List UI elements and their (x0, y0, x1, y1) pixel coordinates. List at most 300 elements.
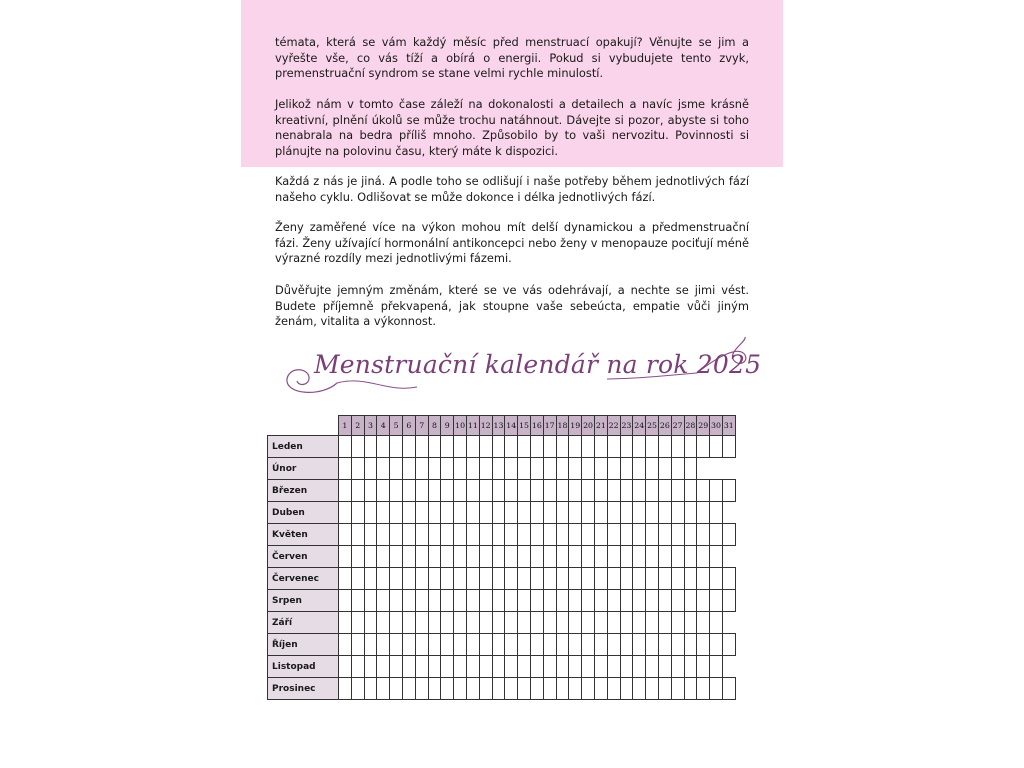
day-cell[interactable] (671, 546, 684, 568)
day-cell[interactable] (492, 612, 505, 634)
day-cell[interactable] (466, 612, 479, 634)
day-cell[interactable] (402, 590, 415, 612)
day-cell[interactable] (658, 590, 671, 612)
day-cell[interactable] (569, 612, 582, 634)
day-cell[interactable] (339, 546, 352, 568)
day-cell[interactable] (454, 656, 467, 678)
day-cell[interactable] (594, 568, 607, 590)
day-cell[interactable] (339, 634, 352, 656)
day-cell[interactable] (620, 524, 633, 546)
day-cell[interactable] (594, 458, 607, 480)
day-cell[interactable] (492, 436, 505, 458)
day-cell[interactable] (556, 524, 569, 546)
day-cell[interactable] (633, 436, 646, 458)
day-cell[interactable] (582, 634, 595, 656)
day-cell[interactable] (428, 502, 441, 524)
day-cell[interactable] (390, 612, 403, 634)
day-cell[interactable] (710, 480, 723, 502)
day-cell[interactable] (390, 458, 403, 480)
day-cell[interactable] (543, 590, 556, 612)
day-cell[interactable] (428, 458, 441, 480)
day-cell[interactable] (479, 590, 492, 612)
day-cell[interactable] (492, 590, 505, 612)
day-cell[interactable] (697, 656, 710, 678)
day-cell[interactable] (390, 480, 403, 502)
day-cell[interactable] (556, 590, 569, 612)
day-cell[interactable] (582, 502, 595, 524)
day-cell[interactable] (569, 568, 582, 590)
day-cell[interactable] (722, 678, 735, 700)
day-cell[interactable] (454, 524, 467, 546)
day-cell[interactable] (697, 590, 710, 612)
day-cell[interactable] (364, 612, 377, 634)
day-cell[interactable] (454, 502, 467, 524)
day-cell[interactable] (569, 436, 582, 458)
day-cell[interactable] (697, 436, 710, 458)
day-cell[interactable] (415, 458, 428, 480)
day-cell[interactable] (479, 436, 492, 458)
day-cell[interactable] (441, 612, 454, 634)
day-cell[interactable] (390, 436, 403, 458)
day-cell[interactable] (364, 656, 377, 678)
day-cell[interactable] (466, 524, 479, 546)
day-cell[interactable] (402, 436, 415, 458)
day-cell[interactable] (607, 502, 620, 524)
day-cell[interactable] (377, 546, 390, 568)
day-cell[interactable] (710, 634, 723, 656)
day-cell[interactable] (390, 524, 403, 546)
day-cell[interactable] (428, 436, 441, 458)
day-cell[interactable] (543, 458, 556, 480)
day-cell[interactable] (377, 590, 390, 612)
day-cell[interactable] (454, 678, 467, 700)
day-cell[interactable] (377, 436, 390, 458)
day-cell[interactable] (351, 546, 364, 568)
day-cell[interactable] (582, 546, 595, 568)
day-cell[interactable] (402, 678, 415, 700)
day-cell[interactable] (364, 480, 377, 502)
day-cell[interactable] (658, 502, 671, 524)
day-cell[interactable] (339, 458, 352, 480)
day-cell[interactable] (582, 524, 595, 546)
day-cell[interactable] (479, 524, 492, 546)
day-cell[interactable] (594, 436, 607, 458)
day-cell[interactable] (543, 546, 556, 568)
day-cell[interactable] (582, 590, 595, 612)
day-cell[interactable] (646, 634, 659, 656)
day-cell[interactable] (402, 634, 415, 656)
day-cell[interactable] (466, 546, 479, 568)
day-cell[interactable] (658, 568, 671, 590)
day-cell[interactable] (658, 480, 671, 502)
day-cell[interactable] (569, 546, 582, 568)
day-cell[interactable] (633, 480, 646, 502)
day-cell[interactable] (505, 546, 518, 568)
day-cell[interactable] (671, 458, 684, 480)
day-cell[interactable] (671, 480, 684, 502)
day-cell[interactable] (530, 590, 543, 612)
day-cell[interactable] (530, 634, 543, 656)
day-cell[interactable] (646, 436, 659, 458)
day-cell[interactable] (505, 612, 518, 634)
day-cell[interactable] (351, 458, 364, 480)
day-cell[interactable] (428, 634, 441, 656)
day-cell[interactable] (390, 502, 403, 524)
day-cell[interactable] (722, 634, 735, 656)
day-cell[interactable] (658, 678, 671, 700)
day-cell[interactable] (492, 480, 505, 502)
day-cell[interactable] (454, 612, 467, 634)
day-cell[interactable] (684, 656, 697, 678)
day-cell[interactable] (441, 436, 454, 458)
day-cell[interactable] (646, 656, 659, 678)
day-cell[interactable] (582, 568, 595, 590)
day-cell[interactable] (441, 678, 454, 700)
day-cell[interactable] (594, 524, 607, 546)
day-cell[interactable] (505, 678, 518, 700)
day-cell[interactable] (339, 436, 352, 458)
day-cell[interactable] (364, 546, 377, 568)
day-cell[interactable] (697, 612, 710, 634)
day-cell[interactable] (339, 656, 352, 678)
day-cell[interactable] (518, 458, 531, 480)
day-cell[interactable] (505, 502, 518, 524)
day-cell[interactable] (339, 612, 352, 634)
day-cell[interactable] (454, 568, 467, 590)
day-cell[interactable] (364, 678, 377, 700)
day-cell[interactable] (492, 634, 505, 656)
day-cell[interactable] (582, 480, 595, 502)
day-cell[interactable] (454, 458, 467, 480)
day-cell[interactable] (364, 634, 377, 656)
day-cell[interactable] (620, 436, 633, 458)
day-cell[interactable] (607, 458, 620, 480)
day-cell[interactable] (505, 480, 518, 502)
day-cell[interactable] (620, 612, 633, 634)
day-cell[interactable] (518, 612, 531, 634)
day-cell[interactable] (364, 590, 377, 612)
day-cell[interactable] (479, 546, 492, 568)
day-cell[interactable] (466, 436, 479, 458)
day-cell[interactable] (339, 480, 352, 502)
day-cell[interactable] (415, 524, 428, 546)
day-cell[interactable] (710, 524, 723, 546)
day-cell[interactable] (671, 524, 684, 546)
day-cell[interactable] (466, 590, 479, 612)
day-cell[interactable] (518, 480, 531, 502)
day-cell[interactable] (671, 436, 684, 458)
day-cell[interactable] (339, 568, 352, 590)
day-cell[interactable] (402, 502, 415, 524)
day-cell[interactable] (543, 436, 556, 458)
day-cell[interactable] (351, 634, 364, 656)
day-cell[interactable] (671, 502, 684, 524)
day-cell[interactable] (530, 502, 543, 524)
day-cell[interactable] (620, 502, 633, 524)
day-cell[interactable] (390, 546, 403, 568)
day-cell[interactable] (697, 480, 710, 502)
day-cell[interactable] (697, 524, 710, 546)
day-cell[interactable] (492, 502, 505, 524)
day-cell[interactable] (466, 678, 479, 700)
day-cell[interactable] (633, 678, 646, 700)
day-cell[interactable] (646, 590, 659, 612)
day-cell[interactable] (620, 568, 633, 590)
day-cell[interactable] (377, 480, 390, 502)
day-cell[interactable] (390, 568, 403, 590)
day-cell[interactable] (710, 678, 723, 700)
day-cell[interactable] (479, 678, 492, 700)
day-cell[interactable] (722, 480, 735, 502)
day-cell[interactable] (466, 656, 479, 678)
day-cell[interactable] (658, 546, 671, 568)
day-cell[interactable] (671, 612, 684, 634)
day-cell[interactable] (633, 524, 646, 546)
day-cell[interactable] (710, 656, 723, 678)
day-cell[interactable] (594, 546, 607, 568)
day-cell[interactable] (479, 612, 492, 634)
day-cell[interactable] (582, 612, 595, 634)
day-cell[interactable] (518, 502, 531, 524)
day-cell[interactable] (441, 656, 454, 678)
day-cell[interactable] (620, 480, 633, 502)
day-cell[interactable] (710, 436, 723, 458)
day-cell[interactable] (441, 590, 454, 612)
day-cell[interactable] (556, 634, 569, 656)
day-cell[interactable] (505, 458, 518, 480)
day-cell[interactable] (351, 678, 364, 700)
day-cell[interactable] (530, 480, 543, 502)
day-cell[interactable] (428, 656, 441, 678)
day-cell[interactable] (441, 502, 454, 524)
day-cell[interactable] (710, 590, 723, 612)
day-cell[interactable] (556, 568, 569, 590)
day-cell[interactable] (441, 524, 454, 546)
day-cell[interactable] (415, 568, 428, 590)
day-cell[interactable] (530, 524, 543, 546)
day-cell[interactable] (454, 590, 467, 612)
day-cell[interactable] (518, 436, 531, 458)
day-cell[interactable] (684, 612, 697, 634)
day-cell[interactable] (607, 678, 620, 700)
day-cell[interactable] (684, 436, 697, 458)
day-cell[interactable] (620, 678, 633, 700)
day-cell[interactable] (351, 480, 364, 502)
day-cell[interactable] (607, 480, 620, 502)
day-cell[interactable] (390, 634, 403, 656)
day-cell[interactable] (607, 546, 620, 568)
day-cell[interactable] (697, 568, 710, 590)
day-cell[interactable] (390, 590, 403, 612)
day-cell[interactable] (543, 502, 556, 524)
day-cell[interactable] (454, 546, 467, 568)
day-cell[interactable] (684, 546, 697, 568)
day-cell[interactable] (607, 656, 620, 678)
day-cell[interactable] (671, 678, 684, 700)
day-cell[interactable] (377, 458, 390, 480)
day-cell[interactable] (646, 524, 659, 546)
day-cell[interactable] (633, 612, 646, 634)
day-cell[interactable] (697, 678, 710, 700)
day-cell[interactable] (594, 678, 607, 700)
day-cell[interactable] (530, 678, 543, 700)
day-cell[interactable] (620, 656, 633, 678)
day-cell[interactable] (722, 590, 735, 612)
day-cell[interactable] (402, 524, 415, 546)
day-cell[interactable] (710, 568, 723, 590)
day-cell[interactable] (518, 524, 531, 546)
day-cell[interactable] (710, 502, 723, 524)
day-cell[interactable] (518, 656, 531, 678)
day-cell[interactable] (607, 436, 620, 458)
day-cell[interactable] (428, 480, 441, 502)
day-cell[interactable] (646, 612, 659, 634)
day-cell[interactable] (364, 436, 377, 458)
day-cell[interactable] (428, 568, 441, 590)
day-cell[interactable] (684, 524, 697, 546)
day-cell[interactable] (364, 524, 377, 546)
day-cell[interactable] (441, 546, 454, 568)
day-cell[interactable] (428, 590, 441, 612)
day-cell[interactable] (492, 568, 505, 590)
day-cell[interactable] (530, 436, 543, 458)
day-cell[interactable] (569, 502, 582, 524)
day-cell[interactable] (479, 458, 492, 480)
day-cell[interactable] (582, 678, 595, 700)
day-cell[interactable] (633, 568, 646, 590)
day-cell[interactable] (518, 678, 531, 700)
day-cell[interactable] (492, 546, 505, 568)
day-cell[interactable] (441, 458, 454, 480)
day-cell[interactable] (492, 458, 505, 480)
day-cell[interactable] (377, 612, 390, 634)
day-cell[interactable] (530, 568, 543, 590)
day-cell[interactable] (722, 524, 735, 546)
day-cell[interactable] (556, 546, 569, 568)
day-cell[interactable] (530, 656, 543, 678)
day-cell[interactable] (428, 546, 441, 568)
day-cell[interactable] (633, 458, 646, 480)
day-cell[interactable] (594, 502, 607, 524)
day-cell[interactable] (428, 678, 441, 700)
day-cell[interactable] (620, 546, 633, 568)
day-cell[interactable] (620, 634, 633, 656)
day-cell[interactable] (569, 458, 582, 480)
day-cell[interactable] (620, 458, 633, 480)
day-cell[interactable] (479, 568, 492, 590)
day-cell[interactable] (556, 502, 569, 524)
day-cell[interactable] (697, 546, 710, 568)
day-cell[interactable] (543, 568, 556, 590)
day-cell[interactable] (339, 678, 352, 700)
day-cell[interactable] (620, 590, 633, 612)
day-cell[interactable] (671, 656, 684, 678)
day-cell[interactable] (684, 590, 697, 612)
day-cell[interactable] (505, 656, 518, 678)
day-cell[interactable] (466, 502, 479, 524)
day-cell[interactable] (658, 524, 671, 546)
day-cell[interactable] (402, 612, 415, 634)
day-cell[interactable] (364, 568, 377, 590)
day-cell[interactable] (518, 568, 531, 590)
day-cell[interactable] (658, 436, 671, 458)
day-cell[interactable] (646, 480, 659, 502)
day-cell[interactable] (454, 436, 467, 458)
day-cell[interactable] (390, 678, 403, 700)
day-cell[interactable] (582, 436, 595, 458)
day-cell[interactable] (556, 458, 569, 480)
day-cell[interactable] (377, 634, 390, 656)
day-cell[interactable] (415, 480, 428, 502)
day-cell[interactable] (697, 502, 710, 524)
day-cell[interactable] (607, 612, 620, 634)
day-cell[interactable] (466, 480, 479, 502)
day-cell[interactable] (556, 436, 569, 458)
day-cell[interactable] (415, 634, 428, 656)
day-cell[interactable] (441, 568, 454, 590)
day-cell[interactable] (556, 678, 569, 700)
day-cell[interactable] (607, 634, 620, 656)
day-cell[interactable] (710, 546, 723, 568)
day-cell[interactable] (454, 634, 467, 656)
day-cell[interactable] (658, 634, 671, 656)
day-cell[interactable] (684, 502, 697, 524)
day-cell[interactable] (684, 480, 697, 502)
day-cell[interactable] (466, 458, 479, 480)
day-cell[interactable] (377, 524, 390, 546)
day-cell[interactable] (569, 656, 582, 678)
day-cell[interactable] (684, 634, 697, 656)
day-cell[interactable] (415, 436, 428, 458)
day-cell[interactable] (582, 458, 595, 480)
day-cell[interactable] (684, 458, 697, 480)
day-cell[interactable] (671, 568, 684, 590)
day-cell[interactable] (415, 502, 428, 524)
day-cell[interactable] (402, 458, 415, 480)
day-cell[interactable] (633, 656, 646, 678)
day-cell[interactable] (428, 612, 441, 634)
day-cell[interactable] (671, 590, 684, 612)
day-cell[interactable] (569, 678, 582, 700)
day-cell[interactable] (594, 480, 607, 502)
day-cell[interactable] (492, 524, 505, 546)
day-cell[interactable] (569, 590, 582, 612)
day-cell[interactable] (594, 590, 607, 612)
day-cell[interactable] (415, 678, 428, 700)
day-cell[interactable] (479, 656, 492, 678)
day-cell[interactable] (684, 678, 697, 700)
day-cell[interactable] (479, 502, 492, 524)
day-cell[interactable] (658, 612, 671, 634)
day-cell[interactable] (479, 480, 492, 502)
day-cell[interactable] (339, 590, 352, 612)
day-cell[interactable] (569, 480, 582, 502)
day-cell[interactable] (556, 480, 569, 502)
day-cell[interactable] (505, 568, 518, 590)
day-cell[interactable] (633, 634, 646, 656)
day-cell[interactable] (351, 656, 364, 678)
day-cell[interactable] (351, 612, 364, 634)
day-cell[interactable] (466, 568, 479, 590)
day-cell[interactable] (722, 568, 735, 590)
day-cell[interactable] (518, 546, 531, 568)
day-cell[interactable] (377, 502, 390, 524)
day-cell[interactable] (658, 458, 671, 480)
day-cell[interactable] (351, 524, 364, 546)
day-cell[interactable] (569, 524, 582, 546)
day-cell[interactable] (364, 458, 377, 480)
day-cell[interactable] (402, 546, 415, 568)
